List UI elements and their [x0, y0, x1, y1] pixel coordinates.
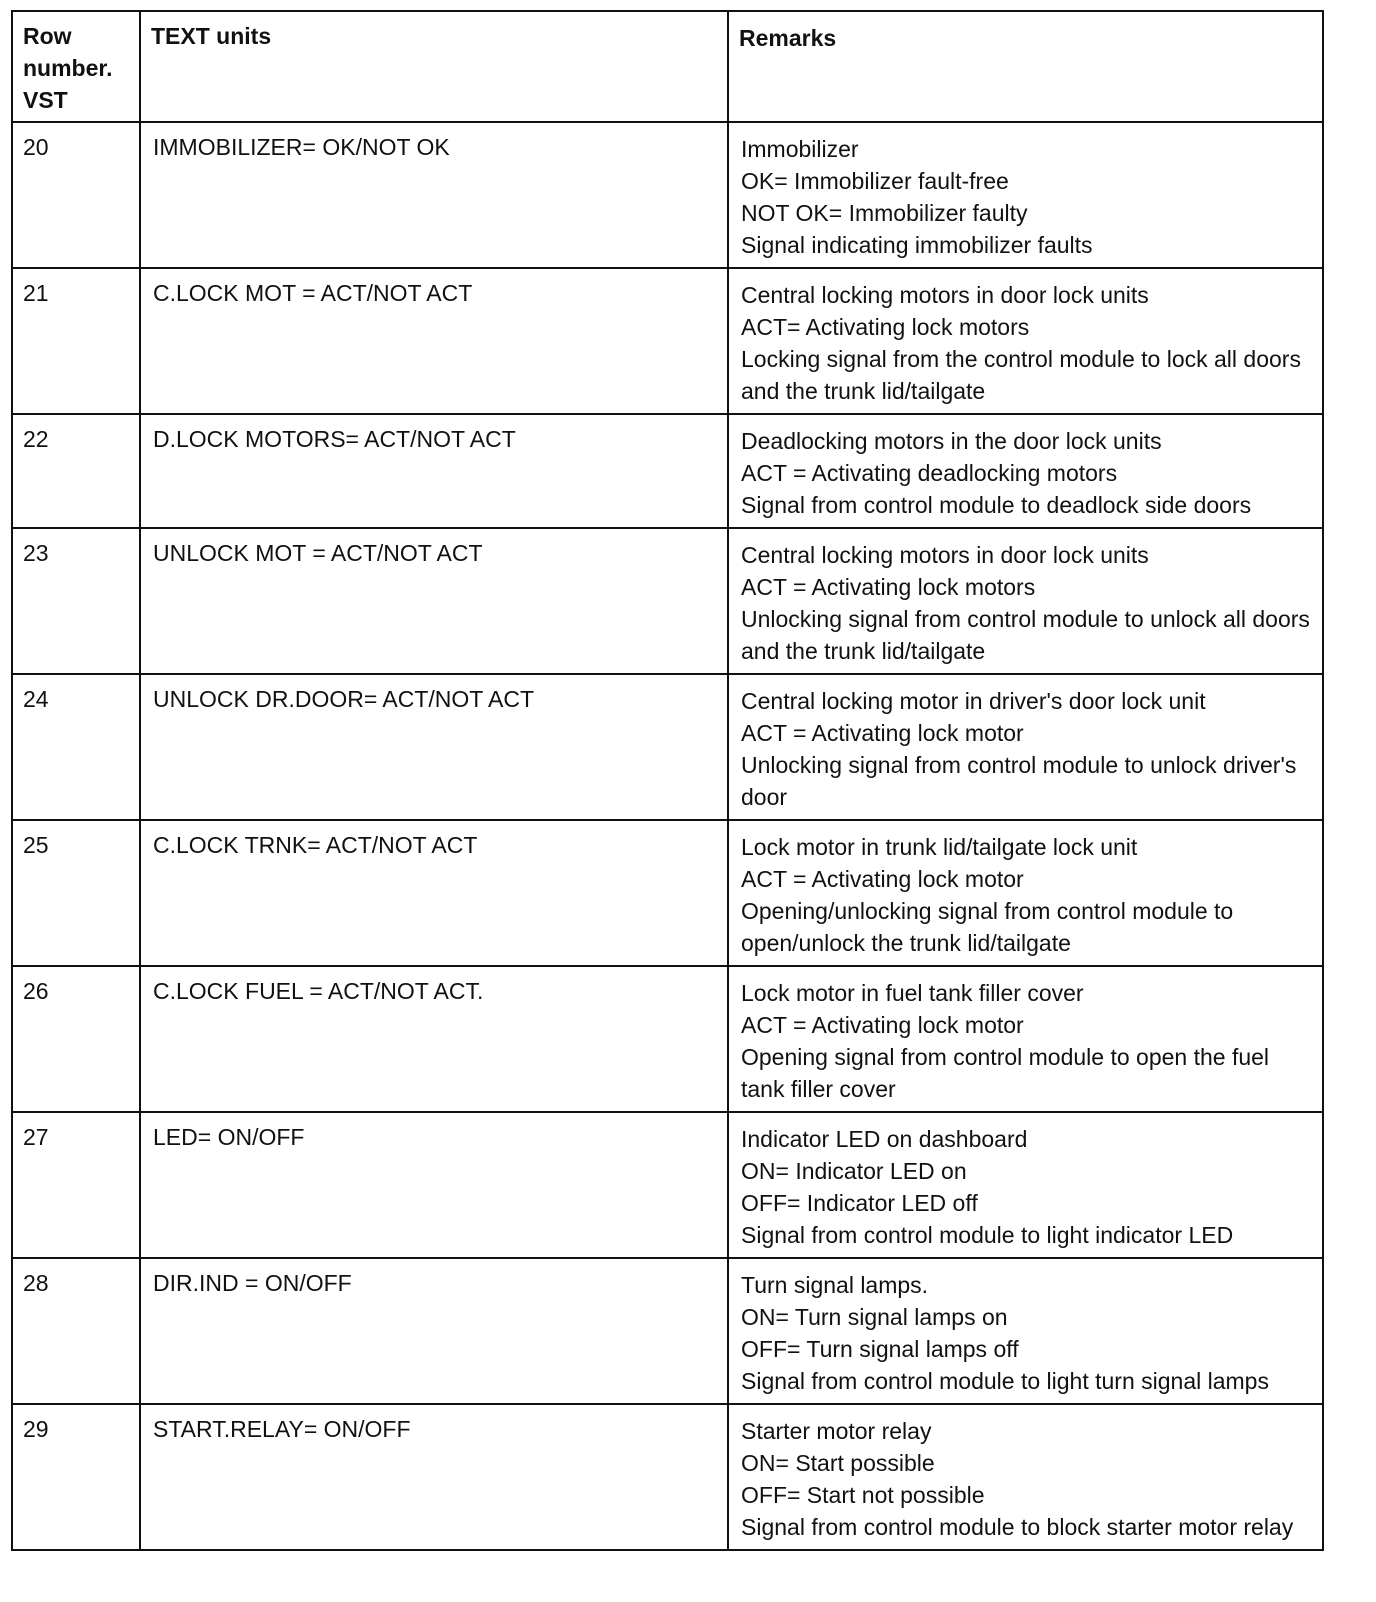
remark-line: OFF= Start not possible [741, 1482, 985, 1508]
remark-line: Central locking motors in door lock units [741, 542, 1149, 568]
table-row [12, 1258, 1323, 1404]
row-number-cell [12, 414, 140, 528]
row-number: 20 [23, 134, 49, 160]
remark-line: Central locking motor in driver's door lock unit [741, 688, 1206, 714]
vst-text-units-table [11, 10, 1324, 1551]
remark-line: OFF= Indicator LED off [741, 1190, 978, 1216]
text-unit: START.RELAY= ON/OFF [153, 1416, 411, 1442]
remark-line: ON= Indicator LED on [741, 1158, 967, 1184]
text-units-cell [140, 1112, 728, 1258]
remark-line: Signal from control module to deadlock side doors [741, 492, 1252, 518]
row-number-cell [12, 122, 140, 268]
remark-line: Opening/unlocking signal from control module to open/unlock the trunk lid/tailgate [741, 898, 1234, 956]
remark-line: Opening signal from control module to open the fuel tank filler cover [741, 1044, 1270, 1102]
table-body [12, 122, 1323, 1550]
row-number-cell [12, 1112, 140, 1258]
remark-line: NOT OK= Immobilizer faulty [741, 200, 1028, 226]
text-unit: LED= ON/OFF [153, 1124, 305, 1150]
header-remarks [728, 11, 1323, 122]
header-row-number-line: Row [23, 23, 72, 49]
row-number: 22 [23, 426, 49, 452]
text-unit: C.LOCK FUEL = ACT/NOT ACT. [153, 978, 484, 1004]
remark-line: ON= Start possible [741, 1450, 935, 1476]
text-units-cell [140, 268, 728, 414]
remarks-cell [728, 414, 1323, 528]
row-number: 23 [23, 540, 49, 566]
text-units-cell [140, 820, 728, 966]
remark-line: Unlocking signal from control module to unlock driver's door [741, 752, 1297, 810]
table-row [12, 528, 1323, 674]
text-units-cell [140, 1404, 728, 1550]
remark-line: ACT= Activating lock motors [741, 314, 1030, 340]
remarks-cell [728, 1258, 1323, 1404]
remark-line: OFF= Turn signal lamps off [741, 1336, 1019, 1362]
table-row [12, 674, 1323, 820]
remark-line: Indicator LED on dashboard [741, 1126, 1028, 1152]
remarks-cell [728, 966, 1323, 1112]
table-row [12, 820, 1323, 966]
row-number-cell [12, 268, 140, 414]
header-text-units [140, 11, 728, 122]
remarks-cell [728, 674, 1323, 820]
remark-line: Signal from control module to block starter motor relay [741, 1514, 1294, 1540]
remarks-cell [728, 268, 1323, 414]
remark-line: Signal from control module to light turn signal lamps [741, 1368, 1269, 1394]
text-unit: UNLOCK DR.DOOR= ACT/NOT ACT [153, 686, 535, 712]
text-units-cell [140, 414, 728, 528]
remark-line: Deadlocking motors in the door lock units [741, 428, 1162, 454]
row-number: 26 [23, 978, 49, 1004]
row-number: 24 [23, 686, 49, 712]
table-row [12, 1404, 1323, 1550]
row-number-cell [12, 1258, 140, 1404]
text-unit: C.LOCK MOT = ACT/NOT ACT [153, 280, 473, 306]
remark-line: Lock motor in trunk lid/tailgate lock unit [741, 834, 1138, 860]
remarks-cell [728, 122, 1323, 268]
remark-line: ACT = Activating deadlocking motors [741, 460, 1118, 486]
remarks-cell [728, 528, 1323, 674]
row-number-cell [12, 1404, 140, 1550]
text-units-cell [140, 674, 728, 820]
header-remarks-label: Remarks [739, 25, 837, 51]
table-row [12, 1112, 1323, 1258]
row-number-cell [12, 528, 140, 674]
text-unit: IMMOBILIZER= OK/NOT OK [153, 134, 450, 160]
remark-line: Unlocking signal from control module to unlock all doors and the trunk lid/tailgate [741, 606, 1310, 664]
remark-line: Signal indicating immobilizer faults [741, 232, 1093, 258]
table-header-row [12, 11, 1323, 122]
table-row [12, 268, 1323, 414]
row-number-cell [12, 820, 140, 966]
remark-line: Turn signal lamps. [741, 1272, 929, 1298]
text-units-cell [140, 122, 728, 268]
row-number: 28 [23, 1270, 49, 1296]
text-units-cell [140, 528, 728, 674]
row-number: 25 [23, 832, 49, 858]
header-row-number-line: VST [23, 87, 68, 113]
header-row-number-line: number. [23, 55, 113, 81]
remarks-cell [728, 1112, 1323, 1258]
remark-line: Locking signal from the control module to lock all doors and the trunk lid/tailgate [741, 346, 1301, 404]
remark-line: ACT = Activating lock motor [741, 866, 1024, 892]
remark-line: Signal from control module to light indicator LED [741, 1222, 1234, 1248]
remark-line: OK= Immobilizer fault-free [741, 168, 1009, 194]
remark-line: ACT = Activating lock motor [741, 1012, 1024, 1038]
text-unit: D.LOCK MOTORS= ACT/NOT ACT [153, 426, 516, 452]
text-unit: C.LOCK TRNK= ACT/NOT ACT [153, 832, 478, 858]
row-number-cell [12, 966, 140, 1112]
remark-line: Starter motor relay [741, 1418, 932, 1444]
row-number-cell [12, 674, 140, 820]
header-text-units-label: TEXT units [151, 23, 272, 49]
remark-line: ACT = Activating lock motor [741, 720, 1024, 746]
table-row [12, 966, 1323, 1112]
remarks-cell [728, 820, 1323, 966]
remark-line: ACT = Activating lock motors [741, 574, 1036, 600]
text-unit: DIR.IND = ON/OFF [153, 1270, 352, 1296]
row-number: 27 [23, 1124, 49, 1150]
header-row-number [12, 11, 140, 122]
remark-line: ON= Turn signal lamps on [741, 1304, 1008, 1330]
remark-line: Immobilizer [741, 136, 859, 162]
table-row [12, 122, 1323, 268]
text-units-cell [140, 1258, 728, 1404]
text-units-cell [140, 966, 728, 1112]
remark-line: Central locking motors in door lock units [741, 282, 1149, 308]
row-number: 21 [23, 280, 49, 306]
table-row [12, 414, 1323, 528]
text-unit: UNLOCK MOT = ACT/NOT ACT [153, 540, 483, 566]
row-number: 29 [23, 1416, 49, 1442]
remark-line: Lock motor in fuel tank filler cover [741, 980, 1084, 1006]
remarks-cell [728, 1404, 1323, 1550]
